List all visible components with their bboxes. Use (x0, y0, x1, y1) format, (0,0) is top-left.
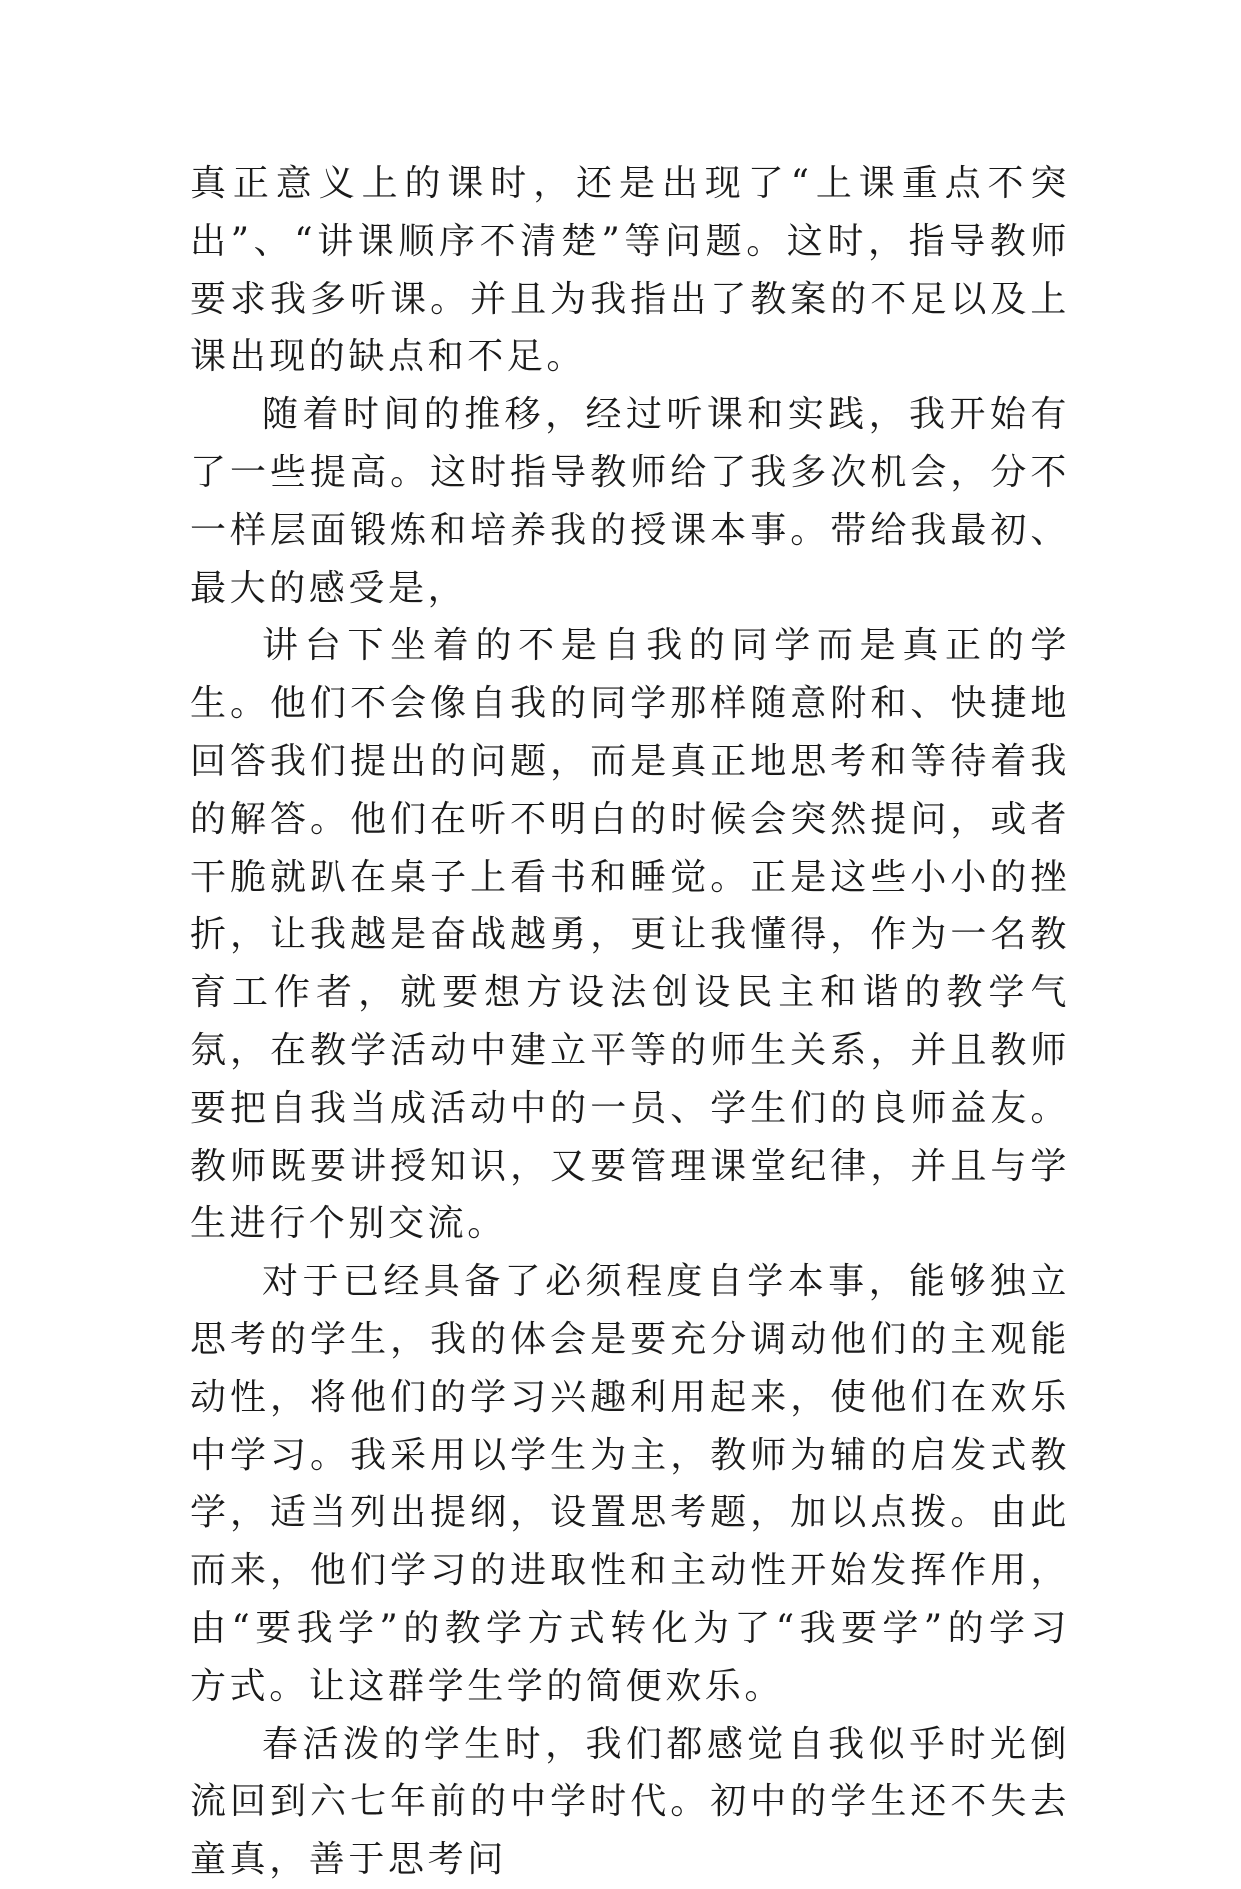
paragraph-1: 真正意义上的课时，还是出现了“上课重点不突出”、“讲课顺序不清楚”等问题。这时，指导教师要求我多听课。并且为我指出了教案的不足以及上课出现的缺点和不足。 (190, 163, 1070, 378)
paragraph-5: 春活泼的学生时，我们都感觉自我似乎时光倒流回到六七年前的中学时代。初中的学生还不失去童真，善于思考问 (190, 1723, 1070, 1881)
paragraph-2: 随着时间的推移，经过听课和实践，我开始有了一些提高。这时指导教师给了我多次机会，分不一样层面锻炼和培养我的授课本事。带给我最初、最大的感受是， (190, 394, 1070, 609)
paragraph-3: 讲台下坐着的不是自我的同学而是真正的学生。他们不会像自我的同学那样随意附和、快捷地回答我们提出的问题，而是真正地思考和等待着我的解答。他们在听不明白的时候会突然提问，或者干脆就趴在桌子上看书和睡觉。正是这些小小的挫折，让我越是奋战越勇，更让我懂得，作为一名教育工作者，就要想方设法创设民主和谐的教学气氛，在教学活动中建立平等的师生关系，并且教师要把自我当成活动中的一员、学生们的良师益友。教师既要讲授知识，又要管理课堂纪律，并且与学生进行个别交流。 (190, 625, 1070, 1245)
body-text (190, 155, 1070, 1889)
paragraph-4: 对于已经具备了必须程度自学本事，能够独立思考的学生，我的体会是要充分调动他们的主观能动性，将他们的学习兴趣利用起来，使他们在欢乐中学习。我采用以学生为主，教师为辅的启发式教学，适当列出提纲，设置思考题，加以点拨。由此而来，他们学习的进取性和主动性开始发挥作用，由“要我学”的教学方式转化为了“我要学”的学习方式。让这群学生学的简便欢乐。 (190, 1261, 1070, 1707)
